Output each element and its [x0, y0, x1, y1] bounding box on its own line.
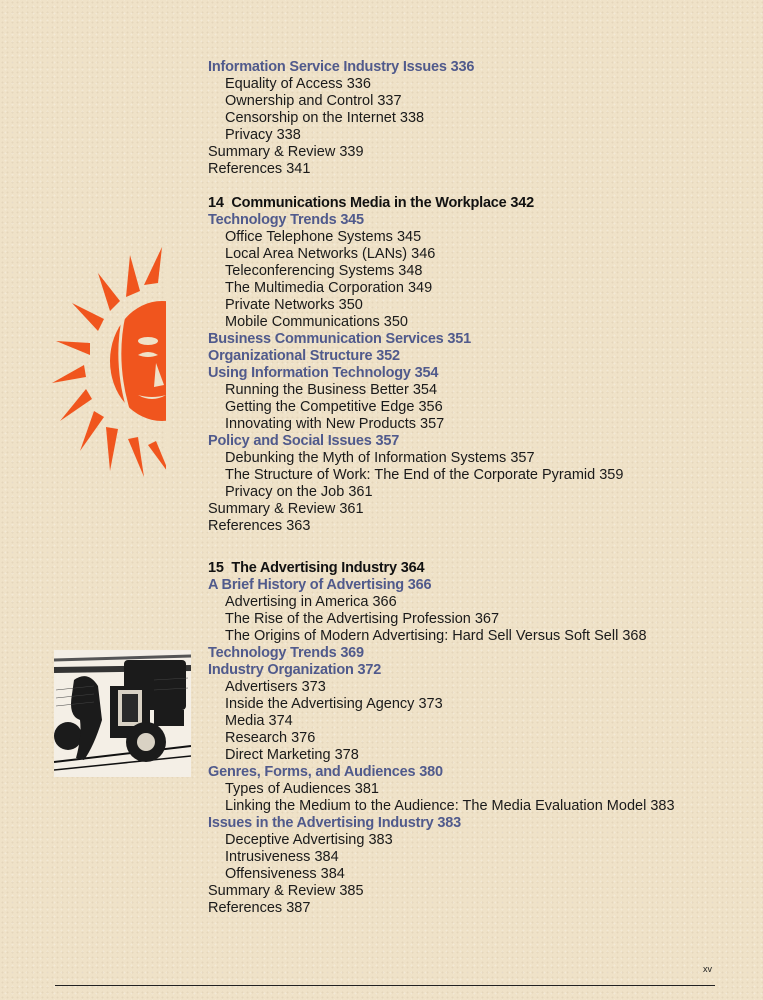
toc-heading[interactable]: Issues in the Advertising Industry 383 [208, 815, 461, 831]
toc-subentry[interactable]: Offensiveness 384 [225, 866, 345, 882]
toc-heading[interactable]: A Brief History of Advertising 366 [208, 577, 432, 593]
car-illustration [54, 650, 191, 777]
toc-subentry[interactable]: Privacy on the Job 361 [225, 484, 373, 500]
toc-heading[interactable]: Technology Trends 369 [208, 645, 364, 661]
toc-heading[interactable]: Technology Trends 345 [208, 212, 364, 228]
toc-subentry[interactable]: Types of Audiences 381 [225, 781, 379, 797]
toc-entry[interactable]: Summary & Review 361 [208, 501, 364, 517]
toc-subentry[interactable]: The Rise of the Advertising Profession 367 [225, 611, 500, 627]
toc-heading[interactable]: Organizational Structure 352 [208, 348, 400, 364]
toc-subentry[interactable]: Mobile Communications 350 [225, 314, 408, 330]
toc-entry[interactable]: References 363 [208, 518, 311, 534]
toc-heading[interactable]: Using Information Technology 354 [208, 365, 439, 381]
toc-subentry[interactable]: Advertising in America 366 [225, 594, 397, 610]
toc-subentry[interactable]: Running the Business Better 354 [225, 382, 438, 398]
toc-entry[interactable]: Summary & Review 385 [208, 883, 364, 899]
toc-subentry[interactable]: Private Networks 350 [225, 297, 363, 313]
toc-heading[interactable]: Genres, Forms, and Audiences 380 [208, 764, 443, 780]
toc-subentry[interactable]: Privacy 338 [225, 127, 301, 143]
toc-heading[interactable]: Policy and Social Issues 357 [208, 433, 400, 449]
toc-subentry[interactable]: Local Area Networks (LANs) 346 [225, 246, 436, 262]
chapter-title[interactable]: 15 The Advertising Industry 364 [208, 560, 425, 576]
toc-subentry[interactable]: Equality of Access 336 [225, 76, 371, 92]
toc-heading[interactable]: Information Service Industry Issues 336 [208, 59, 475, 75]
toc-subentry[interactable]: Innovating with New Products 357 [225, 416, 445, 432]
toc-subentry[interactable]: The Structure of Work: The End of the Corporate Pyramid 359 [225, 467, 624, 483]
table-of-contents [208, 59, 748, 917]
chapter-title[interactable]: 14 Communications Media in the Workplace 342 [208, 195, 534, 211]
toc-subentry[interactable]: Research 376 [225, 730, 316, 746]
toc-heading[interactable]: Business Communication Services 351 [208, 331, 471, 347]
toc-subentry[interactable]: Office Telephone Systems 345 [225, 229, 422, 245]
toc-subentry[interactable]: Inside the Advertising Agency 373 [225, 696, 443, 712]
toc-subentry[interactable]: The Multimedia Corporation 349 [225, 280, 433, 296]
toc-subentry[interactable]: Getting the Competitive Edge 356 [225, 399, 443, 415]
toc-subentry[interactable]: Linking the Medium to the Audience: The Media Evaluation Model 383 [225, 798, 675, 814]
page-number: xv [703, 964, 712, 974]
toc-heading[interactable]: Industry Organization 372 [208, 662, 382, 678]
toc-subentry[interactable]: The Origins of Modern Advertising: Hard Sell Versus Soft Sell 368 [225, 628, 647, 644]
toc-subentry[interactable]: Intrusiveness 384 [225, 849, 339, 865]
toc-subentry[interactable]: Ownership and Control 337 [225, 93, 402, 109]
sun-illustration [52, 245, 170, 477]
toc-subentry[interactable]: Debunking the Myth of Information Systems 357 [225, 450, 535, 466]
toc-subentry[interactable]: Direct Marketing 378 [225, 747, 359, 763]
toc-entry[interactable]: Summary & Review 339 [208, 144, 364, 160]
toc-subentry[interactable]: Media 374 [225, 713, 293, 729]
footer-rule [55, 985, 715, 986]
toc-entry[interactable]: References 387 [208, 900, 311, 916]
toc-entry[interactable]: References 341 [208, 161, 311, 177]
toc-subentry[interactable]: Censorship on the Internet 338 [225, 110, 425, 126]
toc-subentry[interactable]: Advertisers 373 [225, 679, 326, 695]
toc-subentry[interactable]: Teleconferencing Systems 348 [225, 263, 423, 279]
toc-subentry[interactable]: Deceptive Advertising 383 [225, 832, 393, 848]
